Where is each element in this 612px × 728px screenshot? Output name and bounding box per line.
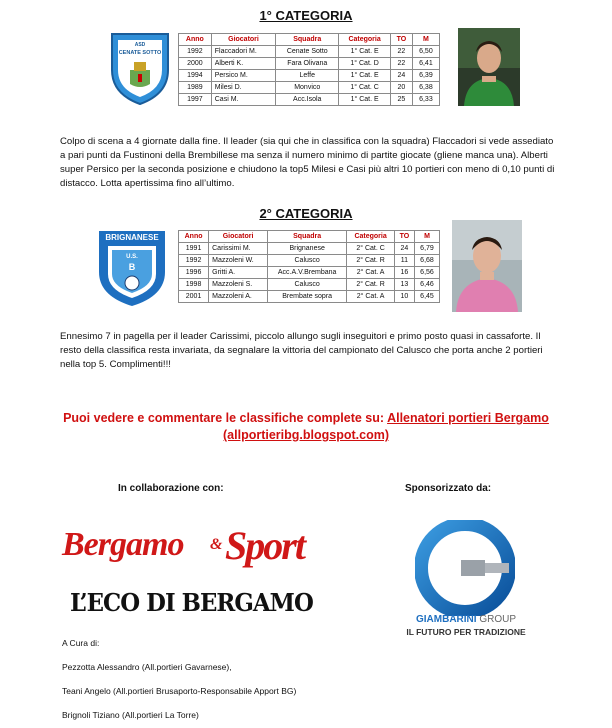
bergamo-word: Bergamo <box>62 526 184 563</box>
cell-categoria: 1° Cat. E <box>339 70 391 82</box>
cell-anno: 1991 <box>179 243 209 255</box>
cell-squadra: Leffe <box>276 70 339 82</box>
giambarini-logo-icon <box>415 520 515 616</box>
cell-anno: 1998 <box>179 279 209 291</box>
table-row <box>179 70 440 82</box>
cell-anno: 1996 <box>179 267 209 279</box>
cell-squadra: Brignanese <box>268 243 347 255</box>
giambarini-name <box>390 614 542 625</box>
cell-giocatore: Casi M. <box>211 94 276 106</box>
player-photo-flaccadori <box>458 28 520 106</box>
cell-categoria: 2° Cat. A <box>347 267 395 279</box>
cenate-sotto-logo <box>108 30 172 106</box>
cell-categoria: 2° Cat. C <box>347 243 395 255</box>
cell-to: 16 <box>394 267 414 279</box>
cell-to: 11 <box>394 255 414 267</box>
cell-m: 6,79 <box>414 243 439 255</box>
cell-m: 6,46 <box>414 279 439 291</box>
cell-anno: 1994 <box>179 70 212 82</box>
cell-to: 24 <box>390 70 412 82</box>
cell-categoria: 1° Cat. D <box>339 58 391 70</box>
cell-m: 6,38 <box>412 82 439 94</box>
giambarini-word: GIAMBARINI <box>415 614 477 625</box>
brignanese-logo <box>96 228 168 308</box>
cell-squadra: Fara Olivana <box>276 58 339 70</box>
brignanese-logo-b: B <box>128 262 136 272</box>
col-categoria: Categoria <box>339 34 391 46</box>
cell-anno: 2001 <box>179 291 209 303</box>
table-row <box>179 291 440 303</box>
player-photo-carissimi <box>452 220 522 312</box>
credits-label: A Cura di: <box>62 638 100 648</box>
table-header-row <box>179 34 440 46</box>
col-to: TO <box>394 231 414 243</box>
col-anno: Anno <box>179 34 212 46</box>
cell-to: 10 <box>394 291 414 303</box>
cat1-text: Colpo di scena a 4 giornate dalla fine. Il leader (sia qui che in classifica con la squadra) Flaccadori si vede assediato a pari punti da Fustinoni della Brembillese ma senza il numero minimo di partite giocate (gliene manca una). Alberti super Persico per la seconda posizione e chiudono la top5 Milesi e Casi più altri 10 portieri con meno di 0,10 punti di distacco. Lotta apertissima fino all’ultimo. <box>60 136 555 189</box>
cell-squadra: Calusco <box>268 279 347 291</box>
table-row <box>179 267 440 279</box>
cell-categoria: 1° Cat. E <box>339 46 391 58</box>
cell-giocatore: Alberti K. <box>211 58 276 70</box>
cell-squadra: Calusco <box>268 255 347 267</box>
promo-block <box>0 410 612 444</box>
cell-giocatore: Mazzoleni A. <box>209 291 268 303</box>
cell-squadra: Monvico <box>276 82 339 94</box>
cell-squadra: Cenate Sotto <box>276 46 339 58</box>
cell-anno: 1989 <box>179 82 212 94</box>
credits-person-2: Teani Angelo (All.portieri Brusaporto-Responsabile Apport BG) <box>62 686 297 696</box>
cell-giocatore: Persico M. <box>211 70 276 82</box>
cell-categoria: 2° Cat. A <box>347 291 395 303</box>
promo-prefix: Puoi vedere e commentare le classifiche complete su: <box>63 411 388 425</box>
cenate-logo-asd: ASD <box>134 42 146 48</box>
cell-giocatore: Mazzoleni S. <box>209 279 268 291</box>
credits-person-1: Pezzotta Alessandro (All.portieri Gavarnese), <box>62 662 232 672</box>
cell-anno: 1997 <box>179 94 212 106</box>
table-row <box>179 243 440 255</box>
cell-squadra: Acc.A.V.Brembana <box>268 267 347 279</box>
col-m: M <box>412 34 439 46</box>
col-to: TO <box>390 34 412 46</box>
sponsor-label: Sponsorizzato da: <box>405 483 492 494</box>
col-categoria: Categoria <box>347 231 395 243</box>
cell-m: 6,41 <box>412 58 439 70</box>
cell-m: 6,50 <box>412 46 439 58</box>
sport-word: Sport <box>225 523 304 568</box>
table-row <box>179 58 440 70</box>
cell-m: 6,45 <box>414 291 439 303</box>
cell-m: 6,68 <box>414 255 439 267</box>
cell-m: 6,56 <box>414 267 439 279</box>
giambarini-tagline: IL FUTURO PER TRADIZIONE <box>406 627 526 637</box>
cell-squadra: Brembate sopra <box>268 291 347 303</box>
cell-squadra: Acc.Isola <box>276 94 339 106</box>
col-anno: Anno <box>179 231 209 243</box>
cell-categoria: 1° Cat. C <box>339 82 391 94</box>
brignanese-logo-text: BRIGNANESE <box>105 233 159 242</box>
col-squadra: Squadra <box>268 231 347 243</box>
col-giocatori: Giocatori <box>209 231 268 243</box>
table-header-row <box>179 231 440 243</box>
cell-m: 6,33 <box>412 94 439 106</box>
cell-categoria: 2° Cat. R <box>347 279 395 291</box>
cell-to: 20 <box>390 82 412 94</box>
cell-to: 22 <box>390 58 412 70</box>
collab-label: In collaborazione con: <box>118 483 224 494</box>
ampersand-glyph: & <box>210 536 223 553</box>
cell-giocatore: Gritti A. <box>209 267 268 279</box>
eco-di-bergamo-logo: L’ECO DI BERGAMO <box>70 588 313 617</box>
table-row <box>179 279 440 291</box>
group-word: GROUP <box>479 614 516 625</box>
table-row <box>179 46 440 58</box>
cell-anno: 2000 <box>179 58 212 70</box>
table-row <box>179 82 440 94</box>
cell-anno: 1992 <box>179 255 209 267</box>
cenate-logo-text: CENATE SOTTO <box>118 50 162 56</box>
cell-to: 22 <box>390 46 412 58</box>
brignanese-logo-us: U.S. <box>126 254 138 260</box>
promo-blog-url[interactable]: (allportieribg.blogspot.com) <box>223 428 389 442</box>
cell-giocatore: Carissimi M. <box>209 243 268 255</box>
cell-to: 25 <box>390 94 412 106</box>
promo-blog-link[interactable]: Allenatori portieri Bergamo <box>387 411 549 425</box>
col-squadra: Squadra <box>276 34 339 46</box>
table-row <box>179 94 440 106</box>
cell-categoria: 2° Cat. R <box>347 255 395 267</box>
cell-to: 13 <box>394 279 414 291</box>
cat2-table <box>178 230 440 303</box>
cell-giocatore: Milesi D. <box>211 82 276 94</box>
cat2-text: Ennesimo 7 in pagella per il leader Carissimi, piccolo allungo sugli inseguitori e primo posto quasi in cassaforte. Il resto della classifica resta invariata, da segnalare la vittoria del campionato del Calusco che porta anche 2 portieri nella top 5. Complimenti!!! <box>60 331 543 370</box>
cat2-title: 2° CATEGORIA <box>259 206 353 221</box>
cell-m: 6,39 <box>412 70 439 82</box>
table-row <box>179 255 440 267</box>
cell-giocatore: Flaccadori M. <box>211 46 276 58</box>
cell-categoria: 1° Cat. E <box>339 94 391 106</box>
cat1-table <box>178 33 440 106</box>
col-m: M <box>414 231 439 243</box>
cell-giocatore: Mazzoleni W. <box>209 255 268 267</box>
cat1-title: 1° CATEGORIA <box>259 8 353 23</box>
cell-anno: 1992 <box>179 46 212 58</box>
credits-person-3: Brignoli Tiziano (All.portieri La Torre) <box>62 710 199 720</box>
cell-to: 24 <box>394 243 414 255</box>
bergamo-sport-logo <box>62 524 362 574</box>
col-giocatori: Giocatori <box>211 34 276 46</box>
